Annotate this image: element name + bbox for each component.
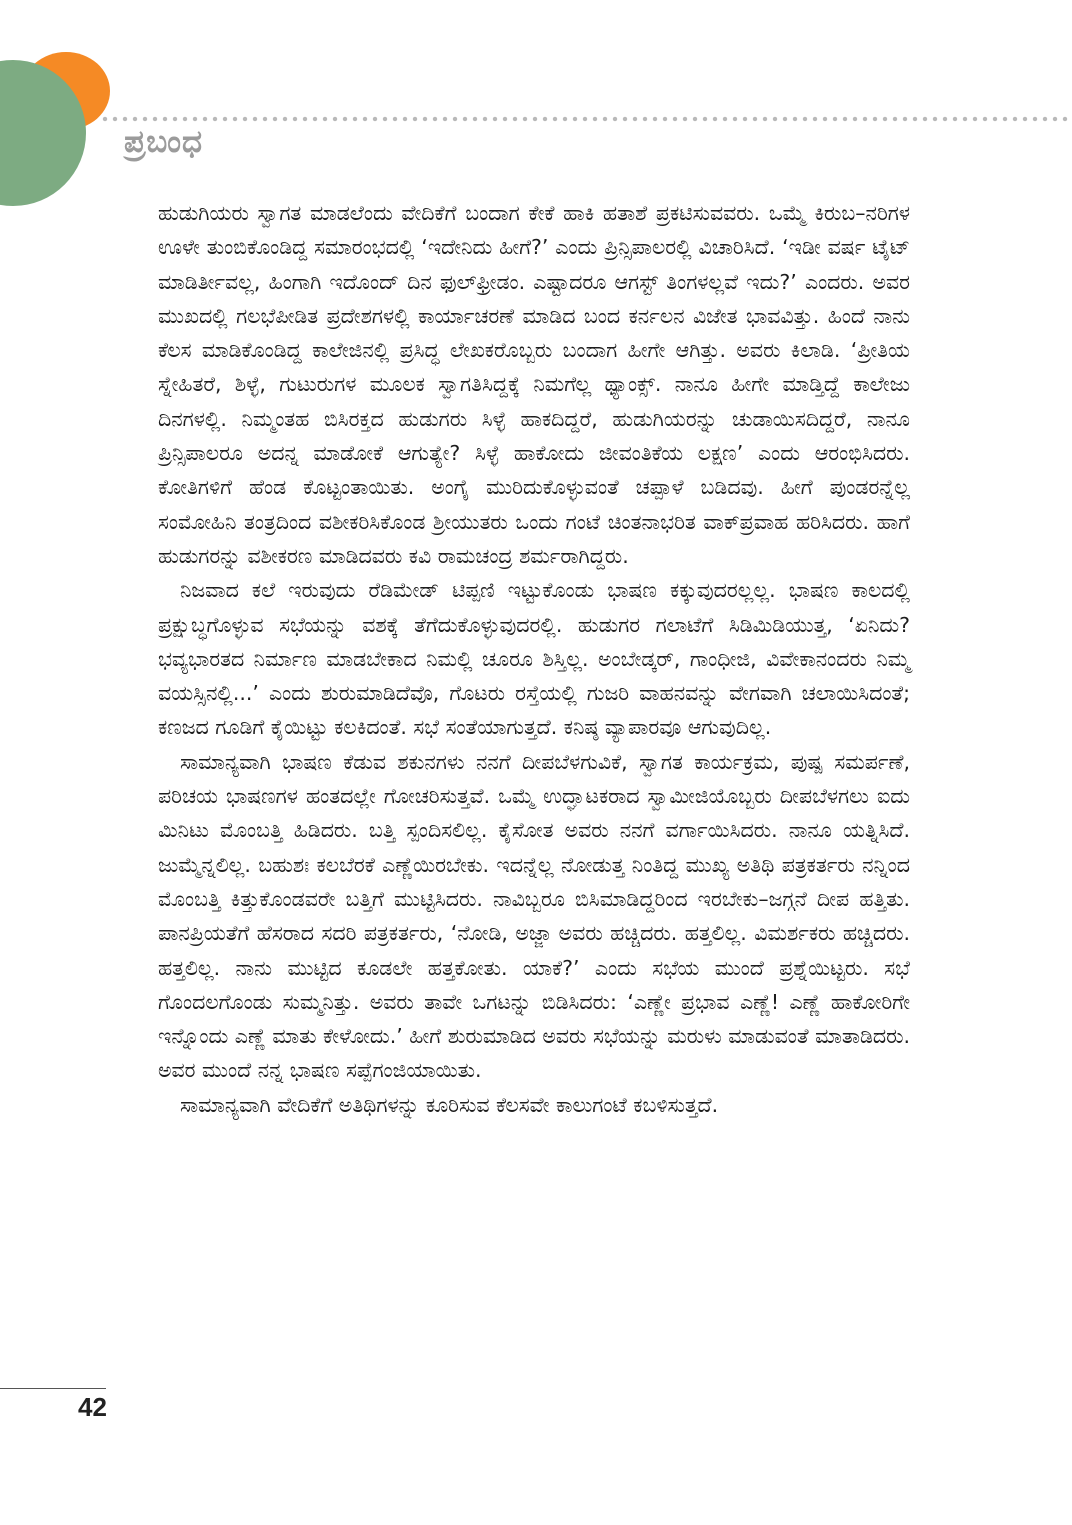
paragraph-2: ನಿಜವಾದ ಕಲೆ ಇರುವುದು ರೆಡಿಮೇಡ್ ಟಿಪ್ಪಣಿ ಇಟ್ಟುಕೊಂಡು ಭಾಷಣ ಕಕ್ಕುವುದರಲ್ಲಲ್ಲ. ಭಾಷಣ ಕಾಲದಲ್ಲಿ ಪ್ರಕ್ಷುಬ್ಧಗೊಳ್ಳುವ ಸಭೆಯನ್ನು ವಶಕ್ಕೆ ತೆಗೆದುಕೊಳ್ಳುವುದರಲ್ಲಿ. ಹುಡುಗರ ಗಲಾಟೆಗೆ ಸಿಡಿಮಿಡಿಯುತ್ತ, ‘ಏನಿದು? ಭವ್ಯಭಾರತದ ನಿರ್ಮಾಣ ಮಾಡಬೇಕಾದ ನಿಮಲ್ಲಿ ಚೂರೂ ಶಿಸ್ತಿಲ್ಲ. ಅಂಬೇಡ್ಕರ್, ಗಾಂಧೀಜಿ, ವಿವೇಕಾನಂದರು ನಿಮ್ಮ ವಯಸ್ಸಿನಲ್ಲಿ...’ ಎಂದು ಶುರುಮಾಡಿದೆವೊ, ಗೊಟರು ರಸ್ತೆಯಲ್ಲಿ ಗುಜರಿ ವಾಹನವನ್ನು ವೇಗವಾಗಿ ಚಲಾಯಿಸಿದಂತೆ; ಕಣಜದ ಗೂಡಿಗೆ ಕೈಯಿಟ್ಟು ಕಲಕಿದಂತೆ. ಸಭೆ ಸಂತೆಯಾಗುತ್ತದೆ. ಕನಿಷ್ಠ ವ್ಯಾಪಾರವೂ ಆಗುವುದಿಲ್ಲ. — [158, 578, 910, 740]
dotted-divider — [100, 116, 1072, 122]
paragraph-3: ಸಾಮಾನ್ಯವಾಗಿ ಭಾಷಣ ಕೆಡುವ ಶಕುನಗಳು ನನಗೆ ದೀಪಬೆಳಗುವಿಕೆ, ಸ್ವಾಗತ ಕಾರ್ಯಕ್ರಮ, ಪುಷ್ಪ ಸಮರ್ಪಣೆ, ಪರಿಚಯ ಭಾಷಣಗಳ ಹಂತದಲ್ಲೇ ಗೋಚರಿಸುತ್ತವೆ. ಒಮ್ಮೆ ಉದ್ಘಾಟಕರಾದ ಸ್ವಾಮೀಜಿಯೊಬ್ಬರು ದೀಪಬೆಳಗಲು ಐದು ಮಿನಿಟು ಮೊಂಬತ್ತಿ ಹಿಡಿದರು. ಬತ್ತಿ ಸ್ಪಂದಿಸಲಿಲ್ಲ. ಕೈಸೋತ ಅವರು ನನಗೆ ವರ್ಗಾಯಿಸಿದರು. ನಾನೂ ಯತ್ನಿಸಿದೆ. ಜುಮ್ಮೆನ್ನಲಿಲ್ಲ. ಬಹುಶಃ ಕಲಬೆರಕೆ ಎಣ್ಣೆಯಿರಬೇಕು. ಇದನ್ನೆಲ್ಲ ನೋಡುತ್ತ ನಿಂತಿದ್ದ ಮುಖ್ಯ ಅತಿಥಿ ಪತ್ರಕರ್ತರು ನನ್ನಿಂದ ಮೊಂಬತ್ತಿ ಕಿತ್ತುಕೊಂಡವರೇ ಬತ್ತಿಗೆ ಮುಟ್ಟಿಸಿದರು. ನಾವಿಬ್ಬರೂ ಬಿಸಿಮಾಡಿದ್ದರಿಂದ ಇರಬೇಕು–ಜಗ್ಗನೆ ದೀಪ ಹತ್ತಿತು. ಪಾನಪ್ರಿಯತೆಗೆ ಹೆಸರಾದ ಸದರಿ ಪತ್ರಕರ್ತರು, ‘ನೋಡಿ, ಅಜ್ಜಾ ಅವರು ಹಚ್ಚಿದರು. ಹತ್ತಲಿಲ್ಲ. ವಿಮರ್ಶಕರು ಹಚ್ಚಿದರು. ಹತ್ತಲಿಲ್ಲ. ನಾನು ಮುಟ್ಟಿದ ಕೂಡಲೇ ಹತ್ತಕೋತು. ಯಾಕೆ?’ ಎಂದು ಸಭೆಯ ಮುಂದೆ ಪ್ರಶ್ನೆಯಿಟ್ಟರು. ಸಭೆ ಗೊಂದಲಗೊಂಡು ಸುಮ್ಮನಿತ್ತು. ಅವರು ತಾವೇ ಒಗಟನ್ನು ಬಿಡಿಸಿದರು: ‘ಎಣ್ಣೇ ಪ್ರಭಾವ ಎಣ್ಣೆ! ಎಣ್ಣೆ ಹಾಕೋರಿಗೇ ಇನ್ನೊಂದು ಎಣ್ಣೆ ಮಾತು ಕೇಳೋದು.’ ಹೀಗೆ ಶುರುಮಾಡಿದ ಅವರು ಸಭೆಯನ್ನು ಮರುಳು ಮಾಡುವಂತೆ ಮಾತಾಡಿದರು. ಅವರ ಮುಂದೆ ನನ್ನ ಭಾಷಣ ಸಪ್ಪೆಗಂಜಿಯಾಯಿತು. — [158, 749, 910, 1083]
section-title: ಪ್ರಬಂಧ — [124, 124, 203, 160]
footer-rule — [0, 1388, 106, 1389]
page-number: 42 — [78, 1392, 107, 1422]
paragraph-1: ಹುಡುಗಿಯರು ಸ್ವಾಗತ ಮಾಡಲೆಂದು ವೇದಿಕೆಗೆ ಬಂದಾಗ ಕೇಕೆ ಹಾಕಿ ಹತಾಶೆ ಪ್ರಕಟಿಸುವವರು. ಒಮ್ಮೆ ಕಿರುಬ–ನರಿಗಳ ಊಳೇ ತುಂಬಿಕೊಂಡಿದ್ದ ಸಮಾರಂಭದಲ್ಲಿ ‘ಇದೇನಿದು ಹೀಗೆ?’ ಎಂದು ಪ್ರಿನ್ಸಿಪಾಲರಲ್ಲಿ ವಿಚಾರಿಸಿದೆ. ‘ಇಡೀ ವರ್ಷ ಟೈಟ್ ಮಾಡಿರ್ತೀವಲ್ಲ, ಹಿಂಗಾಗಿ ಇದೊಂದ್ ದಿನ ಫುಲ್‌ಫ್ರೀಡಂ. ಎಷ್ಟಾದರೂ ಆಗಸ್ಟ್ ತಿಂಗಳಲ್ಲವೆ ಇದು?’ ಎಂದರು. ಅವರ ಮುಖದಲ್ಲಿ ಗಲಭೆಪೀಡಿತ ಪ್ರದೇಶಗಳಲ್ಲಿ ಕಾರ್ಯಾಚರಣೆ ಮಾಡಿದ ಬಂದ ಕರ್ನಲನ ವಿಜೇತ ಭಾವವಿತ್ತು. ಹಿಂದೆ ನಾನು ಕೆಲಸ ಮಾಡಿಕೊಂಡಿದ್ದ ಕಾಲೇಜಿನಲ್ಲಿ ಪ್ರಸಿದ್ಧ ಲೇಖಕರೊಬ್ಬರು ಬಂದಾಗ ಹೀಗೇ ಆಗಿತ್ತು. ಅವರು ಕಿಲಾಡಿ. ‘ಪ್ರೀತಿಯ ಸ್ನೇಹಿತರೆ, ಶಿಳ್ಳೆ, ಗುಟುರುಗಳ ಮೂಲಕ ಸ್ವಾಗತಿಸಿದ್ದಕ್ಕೆ ನಿಮಗೆಲ್ಲ ಥ್ಯಾಂಕ್ಸ್. ನಾನೂ ಹೀಗೇ ಮಾಡ್ತಿದ್ದೆ ಕಾಲೇಜು ದಿನಗಳಲ್ಲಿ. ನಿಮ್ಮಂತಹ ಬಿಸಿರಕ್ತದ ಹುಡುಗರು ಸಿಳ್ಳೆ ಹಾಕದಿದ್ದರೆ, ಹುಡುಗಿಯರನ್ನು ಚುಡಾಯಿಸದಿದ್ದರೆ, ನಾನೂ ಪ್ರಿನ್ಸಿಪಾಲರೂ ಅದನ್ನ ಮಾಡೋಕೆ ಆಗುತ್ಯೇ? ಸಿಳ್ಳೆ ಹಾಕೋದು ಜೀವಂತಿಕೆಯ ಲಕ್ಷಣ’ ಎಂದು ಆರಂಭಿಸಿದರು. ಕೋತಿಗಳಿಗೆ ಹೆಂಡ ಕೊಟ್ಟಂತಾಯಿತು. ಅಂಗೈ ಮುರಿದುಕೊಳ್ಳುವಂತೆ ಚಪ್ಪಾಳೆ ಬಡಿದವು. ಹೀಗೆ ಪುಂಡರನ್ನೆಲ್ಲ ಸಂಮೋಹಿನಿ ತಂತ್ರದಿಂದ ವಶೀಕರಿಸಿಕೊಂಡ ಶ್ರೀಯುತರು ಒಂದು ಗಂಟೆ ಚಿಂತನಾಭರಿತ ವಾಕ್‌ಪ್ರವಾಹ ಹರಿಸಿದರು. ಹಾಗೆ ಹುಡುಗರನ್ನು ವಶೀಕರಣ ಮಾಡಿದವರು ಕವಿ ರಾಮಚಂದ್ರ ಶರ್ಮರಾಗಿದ್ದರು. — [158, 201, 910, 568]
article-body — [158, 196, 910, 1122]
paragraph-4: ಸಾಮಾನ್ಯವಾಗಿ ವೇದಿಕೆಗೆ ಅತಿಥಿಗಳನ್ನು ಕೂರಿಸುವ ಕೆಲಸವೇ ಕಾಲುಗಂಟೆ ಕಬಳಿಸುತ್ತದೆ. — [180, 1092, 719, 1117]
